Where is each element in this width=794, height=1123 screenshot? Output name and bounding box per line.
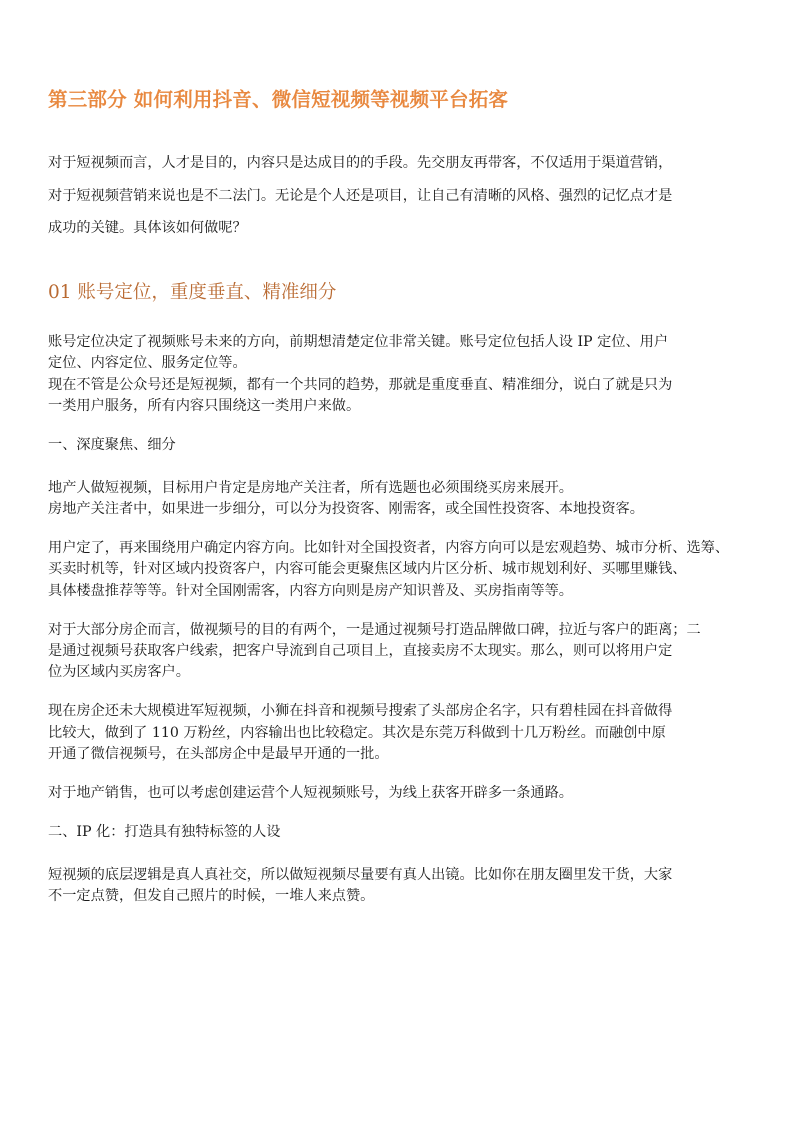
subheading: 一、深度聚焦、细分 bbox=[48, 437, 176, 454]
text-line: 对于短视频营销来说也是不二法门。无论是个人还是项目，让自己有清晰的风格、强烈的记忆点才是 bbox=[48, 187, 673, 204]
spacer bbox=[48, 805, 768, 823]
text-line: 一类用户服务，所有内容只围绕这一类用户来做。 bbox=[48, 398, 361, 415]
spacer bbox=[48, 520, 768, 538]
section-title: 01 账号定位，重度垂直、精准细分 bbox=[48, 282, 337, 303]
section-body bbox=[48, 332, 768, 907]
text-line: 位为区域内买房客户。 bbox=[48, 664, 190, 681]
paragraph bbox=[48, 478, 768, 521]
text-line: 成功的关键。具体该如何做呢？ bbox=[48, 220, 247, 236]
spacer bbox=[48, 418, 768, 436]
text-line: 买卖时机等，针对区域内投资客户，内容可能会更聚焦区域内片区分析、城市规划利好、买哪里赚钱、 bbox=[48, 561, 687, 578]
paragraph bbox=[48, 783, 768, 804]
intro-paragraph bbox=[48, 147, 672, 245]
text-line: 定位、内容定位、服务定位等。 bbox=[48, 355, 247, 372]
paragraph bbox=[48, 620, 768, 684]
paragraph bbox=[48, 701, 768, 765]
text-line: 是通过视频号获取客户线索，把客户导流到自己项目上，直接卖房不太现实。那么，则可以将用户定 bbox=[48, 643, 673, 660]
text-line: 不一定点赞，但发自己照片的时候，一堆人来点赞。 bbox=[48, 887, 375, 904]
spacer bbox=[48, 766, 768, 784]
text-line: 账号定位决定了视频账号未来的方向，前期想清楚定位非常关键。账号定位包括人设 IP 定位、用户 bbox=[48, 334, 669, 350]
text-line: 对于大部分房企而言，做视频号的目的有两个，一是通过视频号打造品牌做口碑，拉近与客户的距离；二 bbox=[48, 621, 701, 638]
paragraph bbox=[48, 332, 768, 418]
text-line: 房地产关注者中，如果进一步细分，可以分为投资客、刚需客，或全国性投资客、本地投资客。 bbox=[48, 500, 644, 517]
text-line: 现在不管是公众号还是短视频，都有一个共同的趋势，那就是重度垂直、精准细分，说白了就是只为 bbox=[48, 376, 673, 393]
spacer bbox=[48, 457, 768, 478]
text-line: 地产人做短视频，目标用户肯定是房地产关注者，所有选题也必须围绕买房来展开。 bbox=[48, 479, 573, 496]
subheading: 二、IP 化：打造具有独特标签的人设 bbox=[48, 824, 281, 841]
spacer bbox=[48, 684, 768, 702]
text-line: 用户定了，再来围绕用户确定内容方向。比如针对全国投资者，内容方向可以是宏观趋势、城市分析、选筹、 bbox=[48, 539, 730, 556]
text-line: 对于地产销售，也可以考虑创建运营个人短视频账号，为线上获客开辟多一条通路。 bbox=[48, 785, 573, 802]
text-line: 具体楼盘推荐等等。针对全国刚需客，内容方向则是房产知识普及、买房指南等等。 bbox=[48, 582, 573, 599]
text-line: 对于短视频而言，人才是目的，内容只是达成目的的手段。先交朋友再带客，不仅适用于渠道营销， bbox=[48, 155, 673, 171]
page-title: 第三部分 如何利用抖音、微信短视频等视频平台拓客 bbox=[48, 88, 509, 111]
paragraph bbox=[48, 865, 768, 908]
spacer bbox=[48, 602, 768, 620]
text-line: 短视频的底层逻辑是真人真社交，所以做短视频尽量要有真人出镜。比如你在朋友圈里发干货，大家 bbox=[48, 866, 673, 883]
text-line: 现在房企还未大规模进军短视频，小狮在抖音和视频号搜索了头部房企名字，只有碧桂园在抖音做得 bbox=[48, 703, 673, 720]
paragraph bbox=[48, 538, 768, 602]
text-line: 比较大，做到了 110 万粉丝，内容输出也比较稳定。其次是东莞万科做到十几万粉丝。而融创中原 bbox=[48, 724, 666, 741]
text-line: 开通了微信视频号，在头部房企中是最早开通的一批。 bbox=[48, 746, 389, 763]
spacer bbox=[48, 844, 768, 865]
